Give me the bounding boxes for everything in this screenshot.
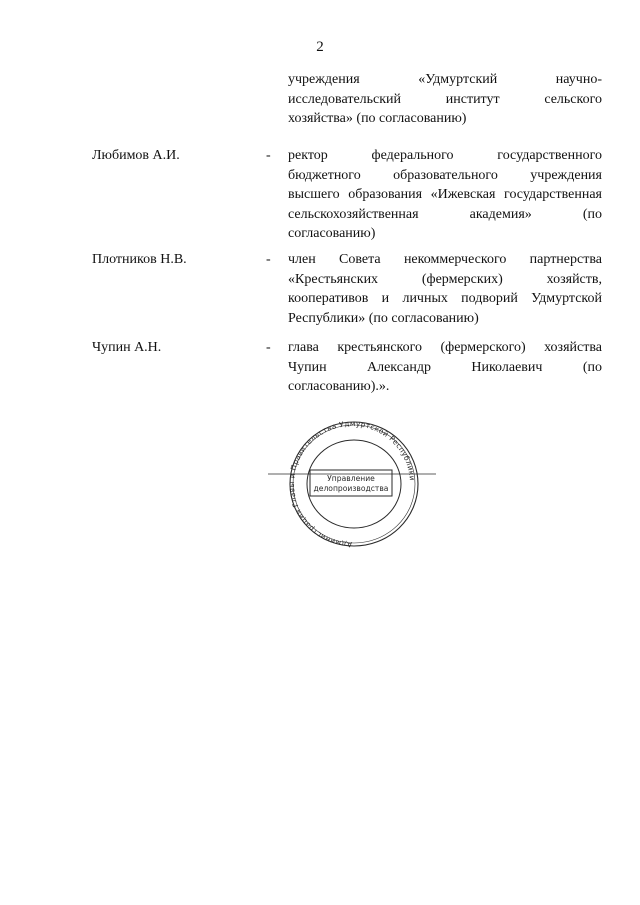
description-line: учреждения «Удмуртский научно- xyxy=(288,72,602,87)
description-line: согласованию) xyxy=(288,226,376,242)
entry-description xyxy=(288,146,602,244)
description-line: хозяйства» (по согласованию) xyxy=(288,111,467,127)
description-line: бюджетного образовательного учреждения xyxy=(288,167,602,183)
description-line: сельскохозяйственная академия» (по xyxy=(288,206,602,222)
description-line: Чупин Александр Николаевич (по xyxy=(288,359,602,375)
stamp-ring-text: Администрация Главы и Правительства Удмуртской Республики xyxy=(286,420,417,550)
description-line: исследовательский институт сельского xyxy=(288,91,602,107)
entry-description xyxy=(288,70,602,129)
member-name: Плотников Н.В. xyxy=(92,252,187,267)
member-name: Чупин А.Н. xyxy=(92,340,162,355)
description-line: согласованию).». xyxy=(288,379,390,395)
official-stamp xyxy=(268,420,436,550)
page-number: 2 xyxy=(316,39,324,55)
dash-separator: - xyxy=(266,252,271,267)
entry-description xyxy=(288,250,602,328)
description-line: член Совета некоммерческого партнерства xyxy=(288,252,602,267)
description-line: ректор федерального государственного xyxy=(288,148,602,163)
description-line: кооперативов и личных подворий Удмуртской xyxy=(288,291,602,307)
member-name: Любимов А.И. xyxy=(92,148,180,163)
description-line: «Крестьянских (фермерских) хозяйств, xyxy=(288,271,602,287)
stamp-line-1: Управление xyxy=(327,474,375,483)
description-line: высшего образования «Ижевская государственная xyxy=(288,187,602,203)
dash-separator: - xyxy=(266,340,271,355)
entry-description xyxy=(288,338,602,397)
stamp-line-2: делопроизводства xyxy=(313,484,389,493)
description-line: глава крестьянского (фермерского) хозяйства xyxy=(288,340,602,355)
description-line: Республики» (по согласованию) xyxy=(288,310,479,326)
dash-separator: - xyxy=(266,148,271,163)
